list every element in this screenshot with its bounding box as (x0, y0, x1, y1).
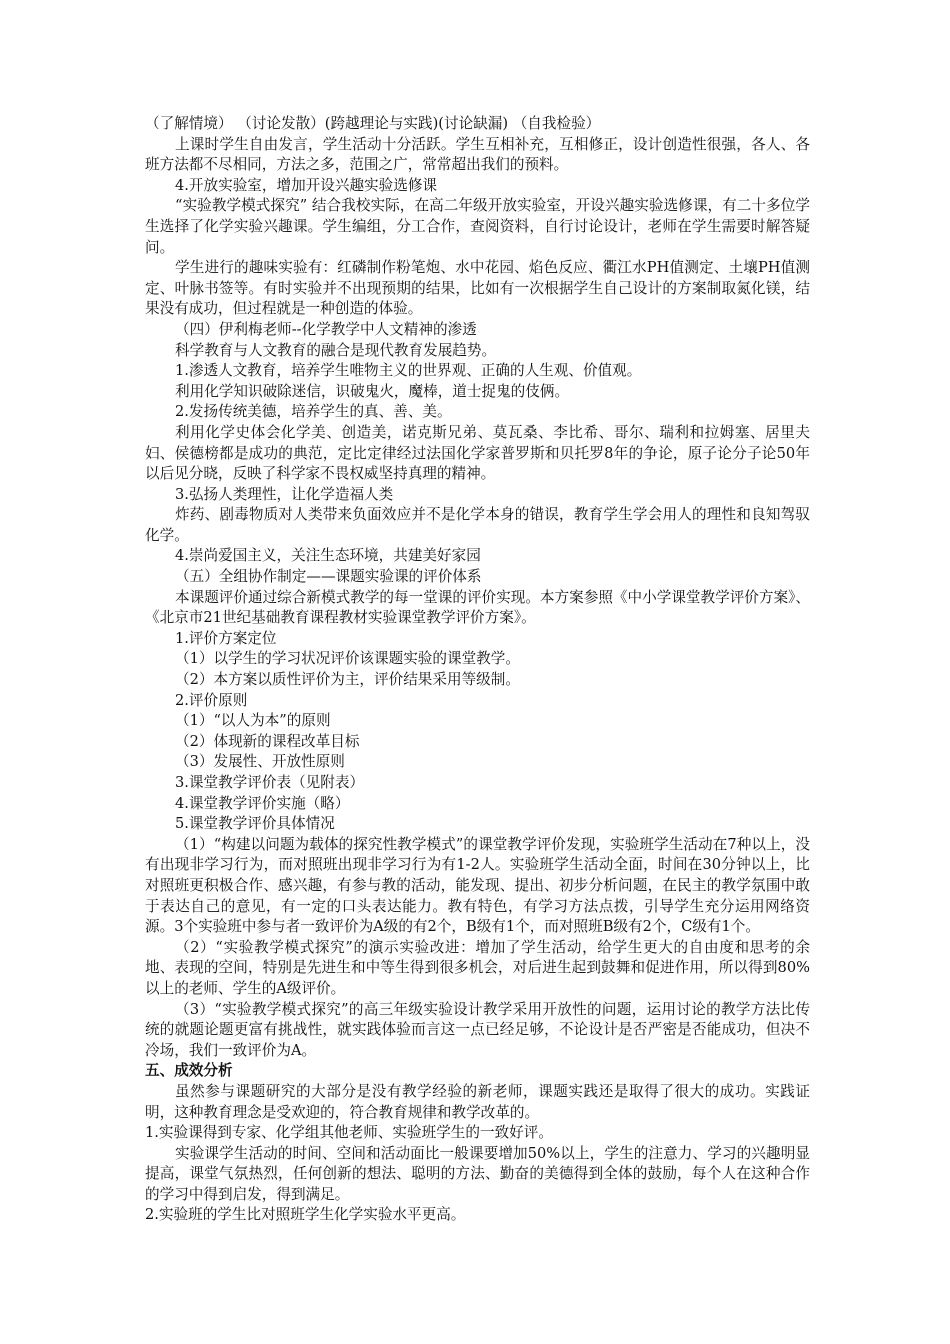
paragraph: 5.课堂教学评价具体情况 (175, 815, 335, 833)
paragraph: 上课时学生自由发言，学生活动十分活跃。学生互相补充，互相修正，设计创造性很强，各人、各班方法都不尽相同，方法之多，范围之广，常常超出我们的预料。 (145, 135, 810, 174)
paragraph: 利用化学史体会化学美、创造美，诺克斯兄弟、莫瓦桑、李比希、哥尔、瑞利和拉姆塞、居里夫妇、侯德榜都是成功的典范，定比定律经过法国化学家普罗斯和贝托罗8年的争论，原子论分子论50年以后见分晓，反映了科学家不畏权威坚持真理的精神。 (145, 423, 810, 483)
paragraph: （1）“构建以问题为载体的探究性教学模式”的课堂教学评价发现，实验班学生活动在7种以上，没有出现非学习行为，而对照班出现非学习行为有1-2人。实验班学生活动全面，时间在30分钟以上，比对照班更积极合作、感兴趣，有参与教的活动，能发现、提出、初步分析问题，在民主的教学氛围中敢于表达自己的意见，有一定的口头表达能力。教有特色，有学习方法点拨，引导学生充分运用网络资源。3个实验班中参与者一致评价为A级的有2个，B级有1个，而对照班B级有2个，C级有1个。 (145, 835, 810, 936)
paragraph: （2）“实验教学模式探究”的演示实验改进：增加了学生活动，给学生更大的自由度和思考的余地、表现的空间，特别是先进生和中等生得到很多机会，对后进生起到鼓舞和促进作用，所以得到80%以上的老师、学生的A级评价。 (145, 938, 810, 997)
paragraph: 利用化学知识破除迷信，识破鬼火，魔棒，道士捉鬼的伎俩。 (175, 382, 570, 400)
document-page (145, 114, 810, 1226)
paragraph: 1.实验课得到专家、化学组其他老师、实验班学生的一致好评。 (145, 1124, 553, 1142)
paragraph: 4.开放实验室，增加开设兴趣实验选修课 (175, 176, 438, 194)
paragraph: 本课题评价通过综合新模式教学的每一堂课的评价实现。本方案参照《中小学课堂教学评价方案》、《北京市21世纪基础教育课程教材实验课堂教学评价方案》。 (145, 588, 810, 627)
paragraph: （1）“以人为本”的原则 (175, 712, 331, 730)
paragraph: 4.课堂教学评价实施（略） (175, 794, 350, 812)
paragraph: 3.课堂教学评价表（见附表） (175, 774, 365, 791)
paragraph: （四）伊利梅老师--化学教学中人文精神的渗透 (175, 320, 477, 338)
section-heading: 五、成效分析 (145, 1062, 233, 1080)
paragraph: （3）“实验教学模式探究”的高三年级实验设计教学采用开放性的问题，运用讨论的教学方法比传统的就题论题更富有挑战性，就实践体验而言这一点已经足够，不论设计是否严密是否能成功，但决不冷场，我们一致评价为A。 (145, 1000, 810, 1059)
paragraph: （了解情境） （讨论发散）(跨越理论与实践)(讨论缺漏) （自我检验） (145, 115, 601, 132)
paragraph: 2.实验班的学生比对照班学生化学实验水平更高。 (145, 1206, 466, 1224)
paragraph: （3）发展性、开放性原则 (175, 753, 345, 771)
paragraph: 炸药、剧毒物质对人类带来负面效应并不是化学本身的错误，教育学生学会用人的理性和良知驾驭化学。 (145, 506, 810, 544)
paragraph: 1.评价方案定位 (175, 629, 277, 647)
paragraph: “实验教学模式探究” 结合我校实际，在高二年级开放实验室，开设兴趣实验选修课，有二十多位学生选择了化学实验兴趣课。学生编组，分工合作，查阅资料，自行讨论设计，老师在学生需要时解答疑问。 (145, 197, 810, 256)
paragraph: （1）以学生的学习状况评价该课题实验的课堂教学。 (175, 650, 520, 668)
paragraph: 虽然参与课题研究的大部分是没有教学经验的新老师，课题实践还是取得了很大的成功。实践证明，这种教育理念是受欢迎的，符合教育规律和教学改革的。 (145, 1082, 810, 1121)
paragraph: （2）本方案以质性评价为主，评价结果采用等级制。 (175, 671, 520, 689)
paragraph: 科学教育与人文教育的融合是现代教育发展趋势。 (175, 341, 497, 359)
paragraph: 4.崇尚爱国主义，关注生态环境，共建美好家园 (175, 547, 481, 565)
paragraph: （2）体现新的课程改革目标 (175, 732, 360, 750)
paragraph: （五）全组协作制定——课题实验课的评价体系 (175, 568, 482, 586)
paragraph: 2.发扬传统美德，培养学生的真、善、美。 (175, 403, 452, 421)
paragraph: 2.评价原则 (175, 691, 248, 709)
paragraph: 3.弘扬人类理性，让化学造福人类 (175, 485, 394, 503)
paragraph: 1.渗透人文教育，培养学生唯物主义的世界观、正确的人生观、价值观。 (175, 362, 642, 380)
paragraph: 学生进行的趣味实验有：红磷制作粉笔炮、水中花园、焰色反应、衢江水PH值测定、土壤PH值测定、叶脉书签等。有时实验并不出现预期的结果，比如有一次根据学生自己设计的方案制取氮化镁，结果没有成功，但过程就是一种创造的体验。 (145, 259, 810, 318)
paragraph: 实验课学生活动的时间、空间和活动面比一般课要增加50%以上，学生的注意力、学习的兴趣明显提高，课堂气氛热烈，任何创新的想法、聪明的方法、勤奋的美德得到全体的鼓励，每个人在这种合作的学习中得到启发，得到满足。 (145, 1144, 810, 1203)
